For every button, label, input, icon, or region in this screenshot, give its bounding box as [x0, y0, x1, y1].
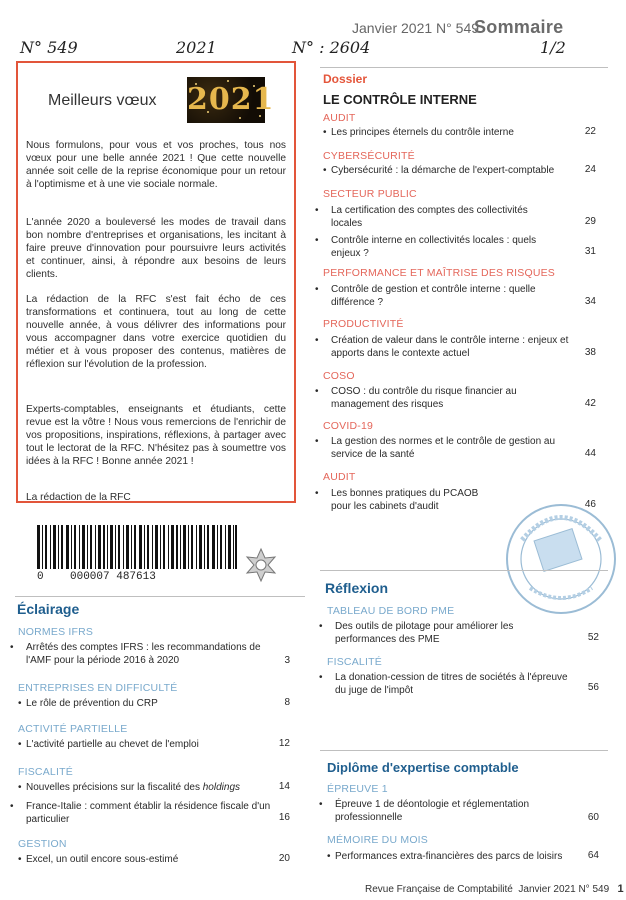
hologram-seal-icon	[244, 548, 278, 582]
page-number: 24	[584, 164, 596, 175]
category-label: COSO	[323, 370, 355, 382]
page-number: 42	[584, 398, 596, 409]
page-number: 22	[584, 126, 596, 137]
page-number: 38	[584, 347, 596, 358]
toc-entry[interactable]: • La donation-cession de titres de sociétés à l'épreuve du juge de l'impôt	[319, 672, 568, 696]
page-number: 16	[278, 812, 290, 823]
fireworks-image	[187, 77, 275, 123]
category-label: MÉMOIRE DU MOIS	[327, 834, 429, 846]
wishes-title: Meilleurs vœux	[48, 92, 157, 109]
page-number: 64	[587, 850, 599, 861]
toc-entry[interactable]: • Les principes éternels du contrôle interne	[323, 127, 514, 138]
journal-name: Revue Française de Comptabilité	[365, 884, 513, 895]
page-number: 44	[584, 448, 596, 459]
eclairage-heading: Éclairage	[17, 601, 80, 617]
category-label: SECTEUR PUBLIC	[323, 188, 417, 200]
category-label: FISCALITÉ	[327, 656, 382, 668]
toc-entry[interactable]: • L'activité partielle au chevet de l'emploi	[18, 739, 199, 750]
footer-issue: Janvier 2021 N° 549	[518, 884, 610, 895]
category-label: PRODUCTIVITÉ	[323, 318, 404, 330]
category-label: AUDIT	[323, 471, 356, 483]
page-number: 31	[584, 246, 596, 257]
category-label: GESTION	[18, 838, 67, 850]
category-label: FISCALITÉ	[18, 766, 73, 778]
page-number: 46	[584, 499, 596, 510]
category-label: TABLEAU DE BORD PME	[327, 605, 455, 617]
category-label: ÉPREUVE 1	[327, 783, 388, 795]
divider	[320, 67, 608, 68]
toc-entry[interactable]: • Contrôle interne en collectivités locales : quels enjeux ?	[315, 235, 537, 259]
page-number: 56	[587, 682, 599, 693]
divider	[320, 570, 608, 571]
issue-date: Janvier 2021 N° 549	[352, 20, 480, 36]
barcode-number: 0 000007 487613	[37, 571, 156, 583]
toc-entry[interactable]: • La certification des comptes des collectivités locales	[315, 205, 528, 229]
category-label: ACTIVITÉ PARTIELLE	[18, 723, 128, 735]
handwritten-note: N° 549	[20, 38, 78, 57]
wishes-paragraph: L'année 2020 a bouleversé les modes de travail dans bon nombre d'entreprises et organisations, les incitant à faire preuve d'innovation pour poursuivre leurs activités et continuer, ainsi, à répondre aux besoins de leurs clients.	[26, 217, 286, 280]
divider	[320, 750, 608, 751]
page-number: 20	[278, 853, 290, 864]
toc-entry[interactable]: • Performances extra-financières des parcs de loisirs	[327, 851, 563, 862]
page-number: 29	[584, 216, 596, 227]
year-2021: 2021	[187, 82, 275, 117]
category-label: CYBERSÉCURITÉ	[323, 150, 415, 162]
category-label: COVID-19	[323, 420, 374, 432]
page-number: 8	[284, 697, 290, 708]
toc-entry[interactable]: • Le rôle de prévention du CRP	[18, 698, 158, 709]
category-label: AUDIT	[323, 112, 356, 124]
toc-entry[interactable]: • La gestion des normes et le contrôle de gestion au service de la santé	[315, 436, 556, 460]
page-number: 12	[278, 738, 290, 749]
toc-entry[interactable]: • Des outils de pilotage pour améliorer les performances des PME	[319, 621, 514, 645]
dossier-subtitle: LE CONTRÔLE INTERNE	[323, 92, 477, 107]
toc-entry[interactable]: • Cybersécurité : la démarche de l'expert-comptable	[323, 165, 555, 176]
toc-entry[interactable]: • Nouvelles précisions sur la fiscalité des holdings	[18, 782, 241, 793]
page-number: 14	[278, 781, 290, 792]
toc-entry[interactable]: • Création de valeur dans le contrôle interne : enjeux et apports dans le contexte actuel	[315, 335, 569, 359]
toc-entry[interactable]: • Contrôle de gestion et contrôle interne : quelle différence ?	[315, 284, 536, 308]
barcode	[37, 525, 237, 569]
handwritten-note: N° : 2604	[292, 38, 371, 57]
handwritten-note: 1/2	[540, 38, 566, 57]
page-number: 34	[584, 296, 596, 307]
dossier-heading: Dossier	[323, 72, 368, 86]
diplome-heading: Diplôme d'expertise comptable	[327, 760, 519, 775]
page-number: 52	[587, 632, 599, 643]
page-title: Sommaire	[474, 17, 564, 37]
page-footer	[365, 883, 624, 895]
page-number: 3	[284, 655, 290, 666]
toc-entry[interactable]: • Arrêtés des comptes IFRS : les recommandations de l'AMF pour la période 2016 à 2020	[10, 642, 261, 666]
wishes-paragraph: Nous formulons, pour vous et vos proches, tous nos vœux pour une belle année 2021 ! Que cette nouvelle année soit celle de la reprise économique pour un retour à l'optimisme et à une vie sociale normale.	[26, 140, 286, 190]
wishes-signature: La rédaction de la RFC	[26, 492, 131, 503]
divider	[15, 596, 305, 597]
wishes-paragraph: La rédaction de la RFC s'est fait écho de ces transformations et continuera, tout au long de cette nouvelle année, à vous délivrer des informations pour vous accompagner dans votre exercice quotidien du métier et à vous proposer des contenus, matières de réflexion sur l'évolution de la profession.	[26, 294, 286, 370]
toc-entry[interactable]: • Épreuve 1 de déontologie et réglementation professionnelle	[319, 799, 530, 823]
toc-entry[interactable]: • Les bonnes pratiques du PCAOB pour les cabinets d'audit	[315, 488, 479, 512]
wishes-paragraph: Experts-comptables, enseignants et étudiants, cette revue est la vôtre ! Nous vous remercions de l'enrichir de vos propositions, inspirations, réflexions, à partager avec tout le lectorat de la RFC. N'hésitez pas à soumettre vos idées à la RFC ! Bonne année 2021 !	[26, 404, 286, 467]
reflexion-heading: Réflexion	[325, 580, 389, 596]
handwritten-note: 2021	[176, 38, 217, 57]
toc-entry[interactable]: • France-Italie : comment établir la résidence fiscale d'un particulier	[10, 801, 271, 825]
category-label: ENTREPRISES EN DIFFICULTÉ	[18, 682, 178, 694]
category-label: PERFORMANCE ET MAÎTRISE DES RISQUES	[323, 267, 556, 279]
library-stamp-icon	[502, 500, 620, 618]
page-number: 60	[587, 812, 599, 823]
toc-entry[interactable]: • Excel, un outil encore sous-estimé	[18, 854, 179, 865]
category-label: NORMES IFRS	[18, 626, 94, 638]
toc-entry[interactable]: • COSO : du contrôle du risque financier au management des risques	[315, 386, 517, 410]
folio: 1	[617, 883, 624, 895]
